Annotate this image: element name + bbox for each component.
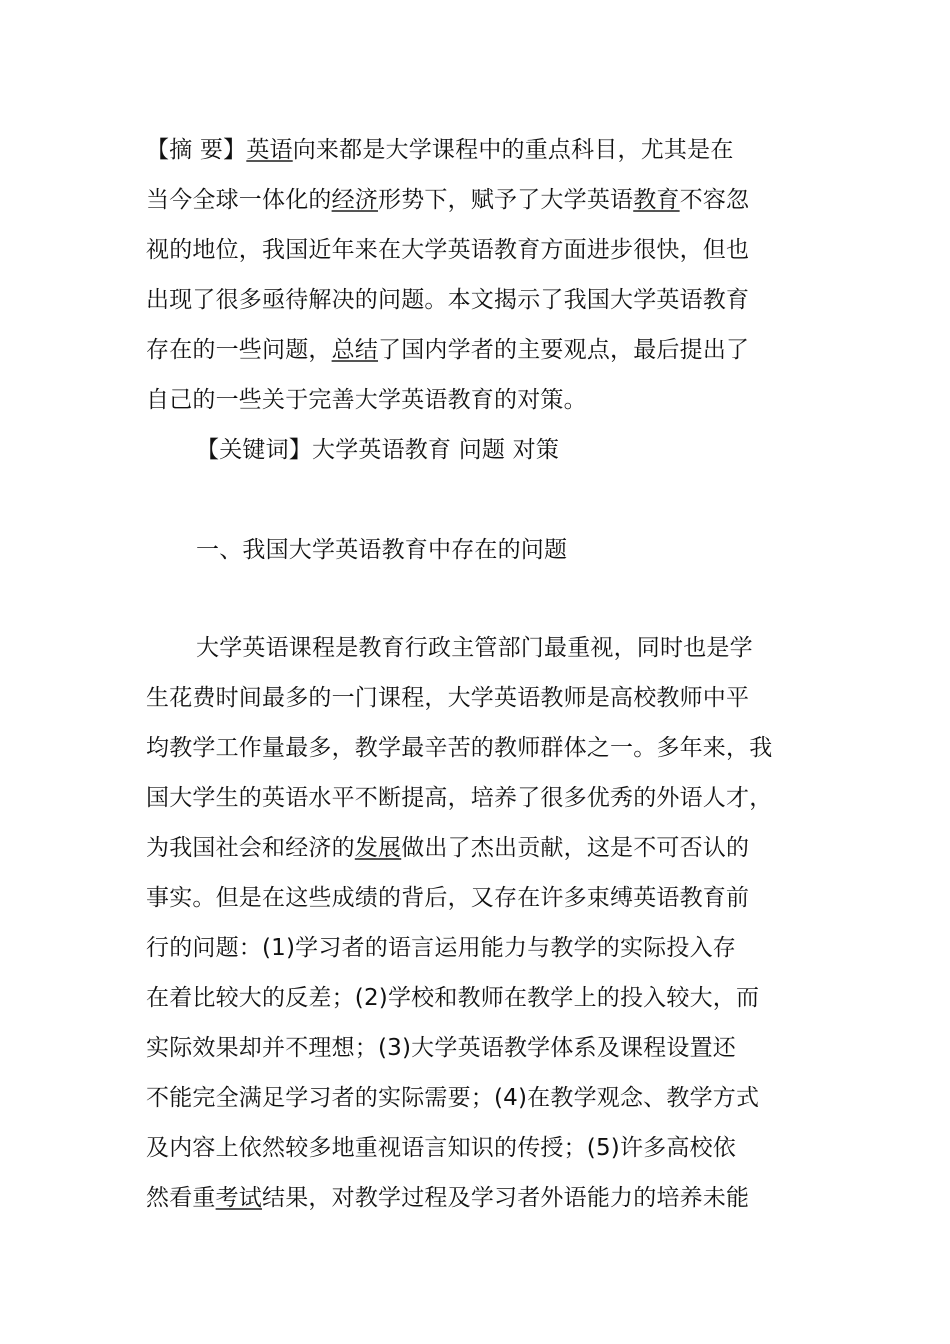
body-line-4: 国大学生的英语水平不断提高，培养了很多优秀的外语人才， [146,785,773,811]
abstract-text: 形势下，赋予了大学英语 [378,187,634,213]
body-line-12 [146,1180,749,1216]
body-line-6: 事实。但是在这些成绩的背后，又存在许多束缚英语教育前 [146,885,750,911]
link-summary[interactable]: 总结 [331,337,379,363]
abstract-line-2 [146,182,749,218]
link-education[interactable]: 教育 [633,187,680,213]
abstract-text: 向来都是大学课程中的重点科目，尤其是在 [292,137,734,163]
abstract-line-6: 自己的一些关于完善大学英语教育的对策。 [146,387,587,413]
body-line-3: 均教学工作量最多，教学最辛苦的教师群体之一。多年来，我 [146,735,773,761]
body-line-11: 及内容上依然较多地重视语言知识的传授；(5)许多高校依 [146,1135,736,1161]
body-text: 做出了杰出贡献，这是不可否认的 [401,835,750,861]
link-economy[interactable]: 经济 [331,187,379,213]
body-line-7: 行的问题：(1)学习者的语言运用能力与教学的实际投入存 [146,935,736,961]
body-line-10: 不能完全满足学习者的实际需要；(4)在教学观念、教学方式 [146,1085,760,1111]
body-text: 结果，对教学过程及学习者外语能力的培养未能 [262,1185,750,1211]
abstract-text: 当今全球一体化的 [146,187,332,213]
abstract-line-1 [146,132,734,168]
body-line-5 [146,830,749,866]
abstract-text: 了国内学者的主要观点，最后提出了 [378,337,750,363]
body-line-8: 在着比较大的反差；(2)学校和教师在教学上的投入较大，而 [146,985,760,1011]
body-text: 然看重 [146,1185,216,1211]
body-text: 为我国社会和经济的 [146,835,355,861]
abstract-line-5 [146,332,749,368]
keywords-line: 【关键词】大学英语教育 问题 对策 [196,437,560,463]
body-line-9: 实际效果却并不理想；(3)大学英语教学体系及课程设置还 [146,1035,736,1061]
body-line-1: 大学英语课程是教育行政主管部门最重视，同时也是学 [196,635,753,661]
abstract-line-3: 视的地位，我国近年来在大学英语教育方面进步很快，但也 [146,237,750,263]
section-heading: 一、我国大学英语教育中存在的问题 [196,537,568,563]
body-line-2: 生花费时间最多的一门课程，大学英语教师是高校教师中平 [146,685,750,711]
abstract-line-4: 出现了很多亟待解决的问题。本文揭示了我国大学英语教育 [146,287,750,313]
abstract-text: 存在的一些问题， [146,337,332,363]
link-exam[interactable]: 考试 [215,1185,263,1211]
abstract-text: 不容忽 [679,187,750,213]
link-english[interactable]: 英语 [246,137,293,163]
abstract-label: 【摘 要】 [146,137,247,163]
link-development[interactable]: 发展 [354,835,402,861]
